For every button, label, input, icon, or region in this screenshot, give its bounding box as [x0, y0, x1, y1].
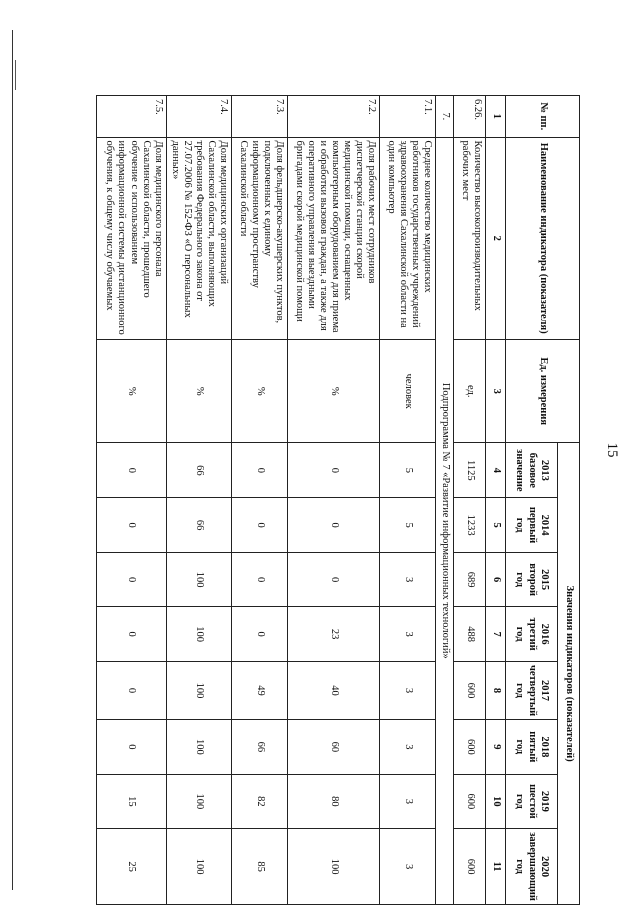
value-cell: 0 [232, 443, 288, 498]
subprogram-row [436, 96, 454, 905]
value-cell: 100 [288, 829, 380, 905]
header-year: 2015 второй год [506, 552, 558, 607]
column-number: 2 [486, 137, 506, 339]
column-number: 7 [486, 607, 506, 662]
unit-cell: % [232, 339, 288, 443]
value-cell: 689 [454, 552, 486, 607]
value-cell: 0 [96, 498, 166, 553]
value-cell: 49 [232, 661, 288, 719]
header-year: 2016 третий год [506, 607, 558, 662]
value-cell: 3 [380, 607, 436, 662]
value-cell: 66 [232, 720, 288, 774]
value-cell: 100 [166, 661, 231, 719]
table-row [232, 96, 288, 905]
header-num: № пп. [506, 96, 580, 138]
indicator-name: Доля медицинских организаций Сахалинской области, выполняющих требования Федерального закона от 27.07.2006 № 152-ФЗ «О персональных данных» [166, 137, 231, 339]
value-cell: 600 [454, 720, 486, 774]
value-cell: 25 [96, 829, 166, 905]
value-cell: 100 [166, 552, 231, 607]
column-number: 10 [486, 774, 506, 829]
row-number: 7.4. [166, 96, 231, 138]
page-number: 15 [604, 442, 620, 458]
table-row [96, 96, 166, 905]
subprogram-title: Подпрограмма № 7 «Развитие информационных технологий» [436, 137, 454, 904]
header-year: 2017 четвертый год [506, 661, 558, 719]
column-number: 8 [486, 661, 506, 719]
header-year: 2019 шестой год [506, 774, 558, 829]
row-number: 7.5. [96, 96, 166, 138]
value-cell: 0 [288, 498, 380, 553]
table-row [166, 96, 231, 905]
indicator-name: Среднее количество медицинских работников государственных учреждений здравоохранения Сахалинской области на один компьютер [380, 137, 436, 339]
value-cell: 0 [232, 498, 288, 553]
indicators-table [96, 95, 580, 905]
column-number: 5 [486, 498, 506, 553]
value-cell: 0 [96, 552, 166, 607]
column-number: 9 [486, 720, 506, 774]
value-cell: 23 [288, 607, 380, 662]
value-cell: 100 [166, 774, 231, 829]
value-cell: 0 [96, 661, 166, 719]
indicator-name: Доля медицинского персонала Сахалинской области, прошедшего обучение с использованием информационной системы дистанционного обучения, к общему числу обучаемых [96, 137, 166, 339]
value-cell: 488 [454, 607, 486, 662]
table-row [454, 96, 486, 905]
header-year: 2020 завершающий год [506, 829, 558, 905]
unit-cell: % [96, 339, 166, 443]
header-values-group: Значения индикаторов (показателей) [558, 443, 580, 905]
value-cell: 0 [96, 443, 166, 498]
value-cell: 60 [288, 720, 380, 774]
indicator-name: Доля рабочих мест сотрудников диспетчерской станции скорой медицинской помощи, оснащенных компьютерным оборудованием для приема и обработки вызовов граждан, а также для оперативного управления выездными бригадами скорой медицинской помощи [288, 137, 380, 339]
value-cell: 600 [454, 774, 486, 829]
value-cell: 40 [288, 661, 380, 719]
column-number-row [486, 96, 506, 905]
header-year: 2018 пятый год [506, 720, 558, 774]
row-number: 7.1. [380, 96, 436, 138]
column-number: 1 [486, 96, 506, 138]
value-cell: 0 [96, 720, 166, 774]
column-number: 4 [486, 443, 506, 498]
value-cell: 0 [96, 607, 166, 662]
table-row [380, 96, 436, 905]
row-number: 7.2. [288, 96, 380, 138]
value-cell: 100 [166, 720, 231, 774]
indicator-name: Количество высокопроизводительных рабочих мест [454, 137, 486, 339]
indicator-name: Доля фельдшерско-акушерских пунктов, подключенных к единому информационному пространству Сахалинской области [232, 137, 288, 339]
value-cell: 66 [166, 498, 231, 553]
value-cell: 0 [232, 607, 288, 662]
column-number: 11 [486, 829, 506, 905]
column-number: 6 [486, 552, 506, 607]
row-number: 7.3. [232, 96, 288, 138]
column-number: 3 [486, 339, 506, 443]
value-cell: 600 [454, 829, 486, 905]
unit-cell: % [166, 339, 231, 443]
unit-cell: человек [380, 339, 436, 443]
value-cell: 66 [166, 443, 231, 498]
value-cell: 3 [380, 552, 436, 607]
row-number: 6.26. [454, 96, 486, 138]
value-cell: 15 [96, 774, 166, 829]
value-cell: 1125 [454, 443, 486, 498]
value-cell: 3 [380, 829, 436, 905]
row-number: 7. [436, 96, 454, 138]
value-cell: 0 [232, 552, 288, 607]
value-cell: 80 [288, 774, 380, 829]
value-cell: 3 [380, 720, 436, 774]
value-cell: 5 [380, 498, 436, 553]
table-row [288, 96, 380, 905]
value-cell: 0 [288, 443, 380, 498]
value-cell: 100 [166, 607, 231, 662]
unit-cell: % [288, 339, 380, 443]
value-cell: 85 [232, 829, 288, 905]
header-name: Наименование индикатора (показателя) [506, 137, 580, 339]
header-year: 2014 первый год [506, 498, 558, 553]
value-cell: 3 [380, 774, 436, 829]
value-cell: 1233 [454, 498, 486, 553]
value-cell: 82 [232, 774, 288, 829]
value-cell: 600 [454, 661, 486, 719]
header-unit: Ед. измерения [506, 339, 580, 443]
header-year: 2013 базовое значение [506, 443, 558, 498]
value-cell: 5 [380, 443, 436, 498]
value-cell: 0 [288, 552, 380, 607]
value-cell: 100 [166, 829, 231, 905]
value-cell: 3 [380, 661, 436, 719]
unit-cell: ед. [454, 339, 486, 443]
